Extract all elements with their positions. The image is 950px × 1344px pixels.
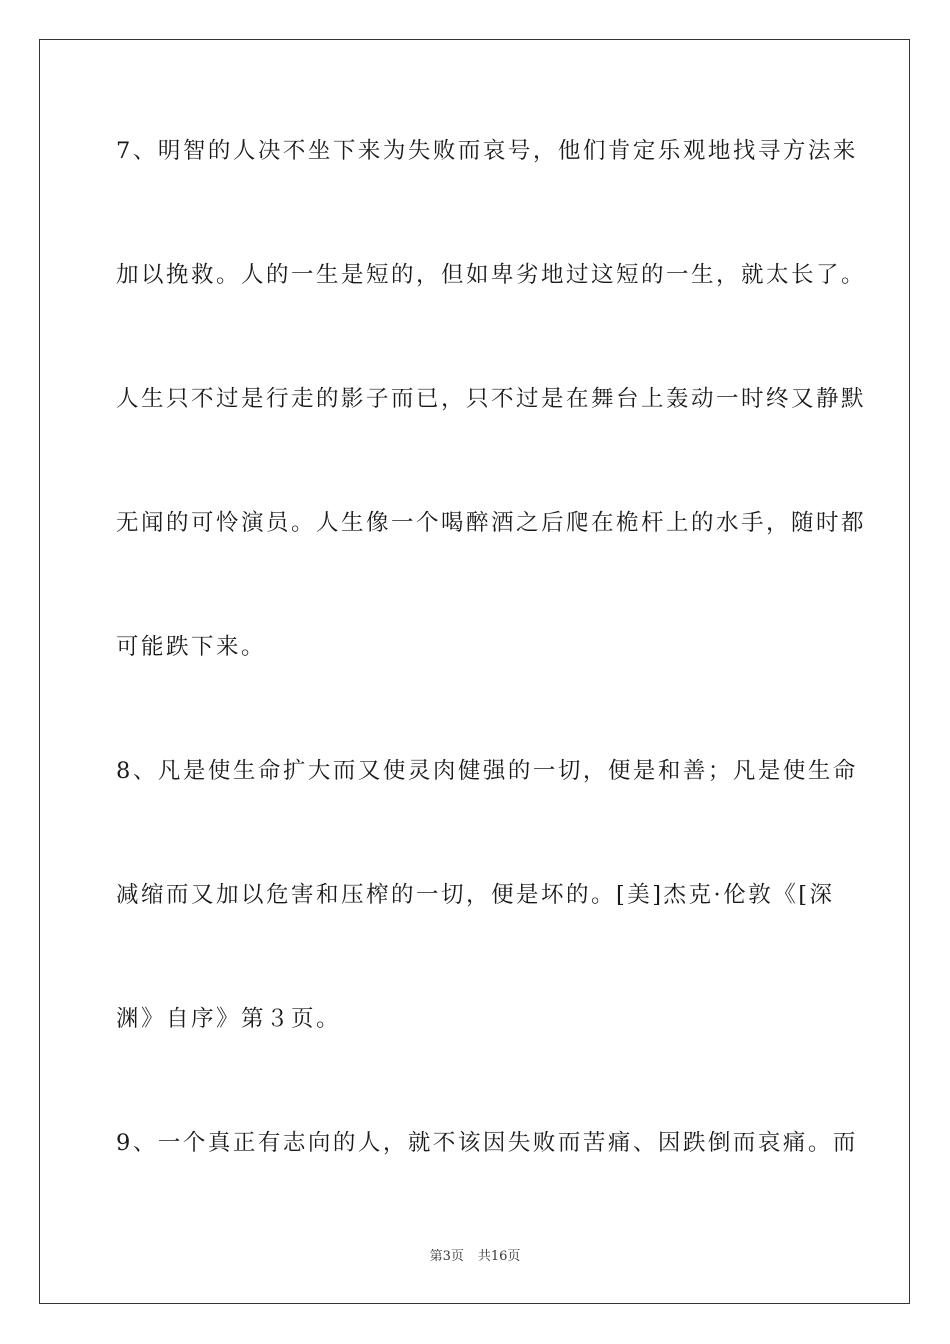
page-footer [0,1248,950,1266]
body-line-8: 渊》自序》第３页。 [116,1006,342,1032]
body-line-9: 9、一个真正有志向的人，就不该因失败而苦痛、因跌倒而哀痛。而 [116,1130,858,1156]
page-number: 第3页 [429,1249,464,1264]
body-line-6: 8、凡是使生命扩大而又使灵肉健强的一切，便是和善；凡是使生命 [116,758,858,784]
page-border [39,39,910,1304]
body-line-7: 减缩而又加以危害和压榨的一切，便是坏的。[美]杰克·伦敦《[深 [116,882,835,908]
body-line-5: 可能跌下来。 [116,634,267,660]
body-line-3: 人生只不过是行走的影子而已，只不过是在舞台上轰动一时终又静默 [116,386,867,412]
body-line-2: 加以挽救。人的一生是短的，但如卑劣地过这短的一生，就太长了。 [116,262,867,288]
page-total: 共16页 [477,1249,521,1264]
body-line-4: 无闻的可怜演员。人生像一个喝醉酒之后爬在桅杆上的水手，随时都 [116,510,867,536]
body-line-1: 7、明智的人决不坐下来为失败而哀号，他们肯定乐观地找寻方法来 [116,138,858,164]
